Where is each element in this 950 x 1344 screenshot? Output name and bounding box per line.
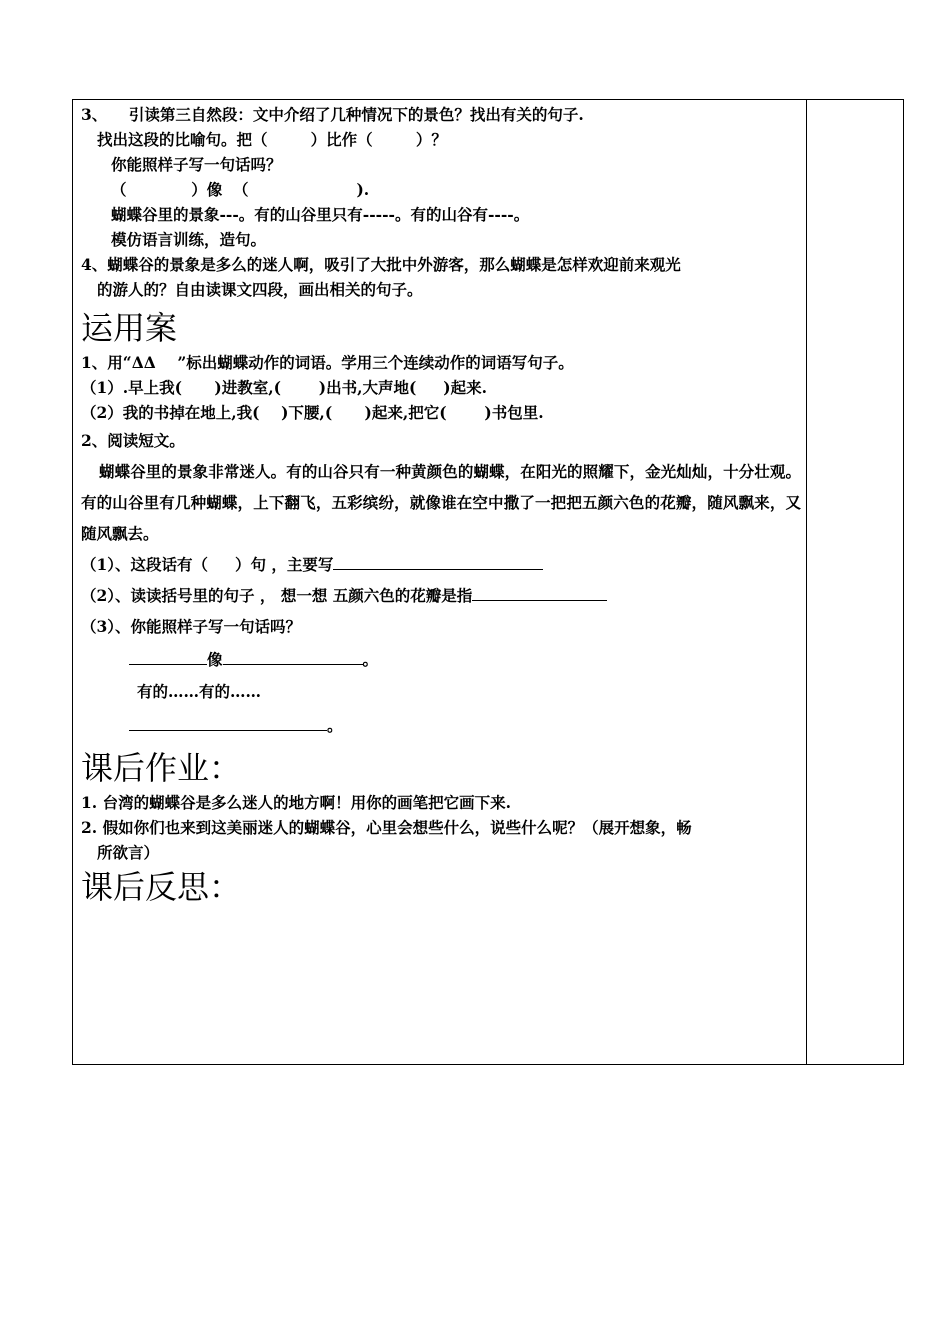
section4-line1: 4、蝴蝶谷的景象是多么的迷人啊，吸引了大批中外游客，那么蝴蝶是怎样欢迎前来观光 bbox=[81, 255, 681, 274]
usage-q1a: （1）.早上我( )进教室,( )出书,大声地( )起来. bbox=[81, 378, 488, 397]
usage-q1: 1、用“ΔΔ ”标出蝴蝶动作的词语。学用三个连续动作的词语写句子。 bbox=[81, 353, 574, 372]
answer-blank[interactable] bbox=[333, 552, 543, 570]
homework-item-1: 1. 台湾的蝴蝶谷是多么迷人的地方啊！用你的画笔把它画下来. bbox=[81, 793, 511, 812]
homework-item-2: 2. 假如你们也来到这美丽迷人的蝴蝶谷，心里会想些什么，说些什么呢？（展开想象，畅 bbox=[81, 818, 692, 837]
pattern-like-line bbox=[81, 642, 801, 678]
usage-q2: 2、阅读短文。 bbox=[81, 431, 185, 450]
usage-s2-text: （2）、读读括号里的句子 ， 想一想 五颜六色的花瓣是指 bbox=[81, 586, 473, 605]
homework-heading: 课后作业： bbox=[81, 749, 242, 787]
reading-passage: 蝴蝶谷里的景象非常迷人。有的山谷只有一种黄颜色的蝴蝶，在阳光的照耀下，金光灿灿，十分壮观。有的山谷里有几种蝴蝶，上下翻飞，五彩缤纷，就像谁在空中撒了一把把五颜六色的花瓣，随风飘来，又随风飘去。 bbox=[81, 462, 801, 543]
reflection-heading: 课后反思： bbox=[81, 868, 242, 906]
pattern-some-answer bbox=[81, 706, 801, 746]
section3-prompt: 你能照样子写一句话吗？ bbox=[111, 155, 282, 174]
usage-s2 bbox=[81, 580, 801, 611]
answer-blank[interactable] bbox=[472, 583, 607, 601]
section3-title: 3、 引读第三自然段：文中介绍了几种情况下的景色？找出有关的句子. bbox=[81, 105, 584, 124]
answer-blank[interactable] bbox=[223, 647, 363, 665]
pattern-like-word: 像 bbox=[207, 650, 223, 669]
answer-blank[interactable] bbox=[129, 713, 327, 731]
pattern-some-line: 有的……有的…… bbox=[137, 682, 262, 701]
section3-practice: 模仿语言训练，造句。 bbox=[111, 230, 267, 249]
column-divider bbox=[806, 100, 807, 1064]
period-mark: 。 bbox=[327, 716, 343, 735]
homework-item-2-cont: 所欲言） bbox=[97, 843, 160, 862]
lesson-table bbox=[72, 99, 904, 1065]
usage-q1b: （2）我的书掉在地上,我( )下腰,( )起来,把它( )书包里. bbox=[81, 403, 544, 422]
section3-simile: 找出这段的比喻句。把（ ）比作（ ）？ bbox=[97, 130, 447, 149]
period-mark: 。 bbox=[362, 650, 379, 669]
usage-s1 bbox=[81, 549, 801, 580]
usage-heading: 运用案 bbox=[81, 309, 178, 347]
main-cell bbox=[81, 102, 801, 909]
usage-s1-text: （1）、这段话有（ ）句 ，主要写 bbox=[81, 555, 334, 574]
section3-scene: 蝴蝶谷里的景象---。有的山谷里只有-----。有的山谷有----。 bbox=[111, 205, 530, 224]
usage-s3: （3）、你能照样子写一句话吗？ bbox=[81, 617, 302, 636]
answer-blank[interactable] bbox=[129, 647, 207, 665]
section3-pattern: （ ）像 （ ). bbox=[111, 180, 370, 199]
section4-line2: 的游人的？自由读课文四段，画出相关的句子。 bbox=[97, 280, 423, 299]
